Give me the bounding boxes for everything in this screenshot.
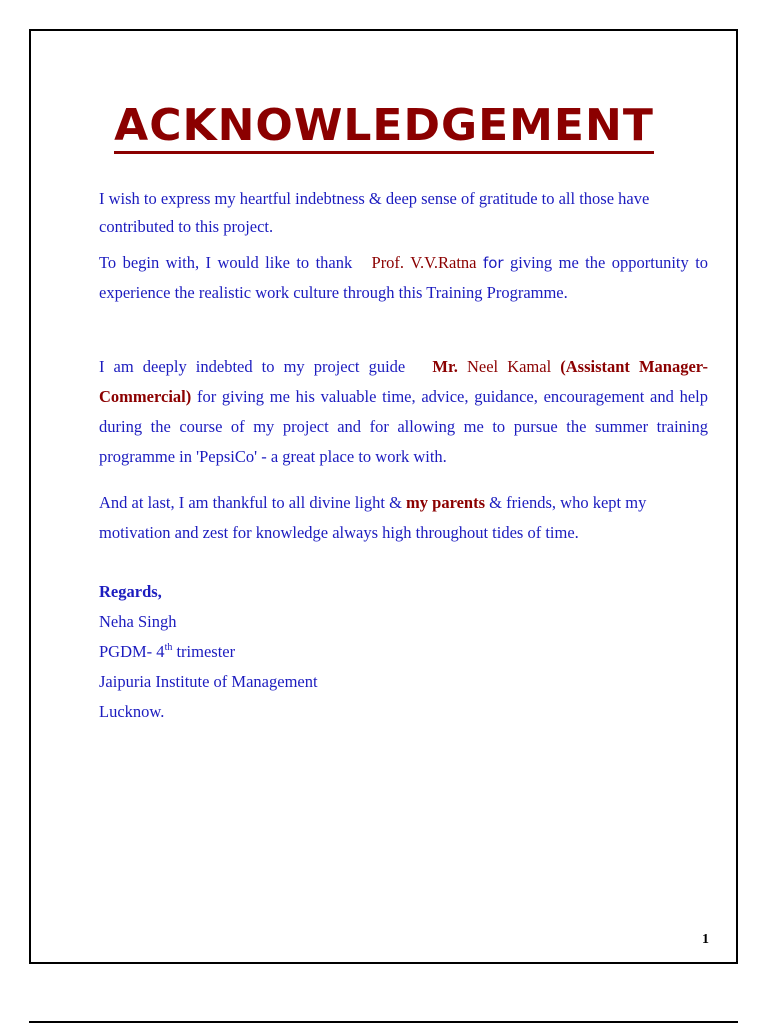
paragraph-project-guide <box>99 352 708 472</box>
bottom-rule <box>29 1021 738 1023</box>
page-number: 1 <box>702 932 709 947</box>
program-suffix: trimester <box>176 642 236 661</box>
signature-program <box>99 637 235 667</box>
prof-name: V.V.Ratna <box>410 253 477 272</box>
gratitude-text: I wish to express my heartful indebtness & deep sense of gratitude to all those have contributed to this project. <box>99 189 650 236</box>
program-superscript: th <box>164 642 173 653</box>
guide-role: (Assistant Manager-Commercial) <box>99 357 708 406</box>
signature-city: Lucknow. <box>99 702 165 721</box>
guide-lead: I am deeply indebted to my project guide <box>99 357 406 376</box>
title-text: ACKNOWLEDGEMENT <box>114 100 654 154</box>
signature-name: Neha Singh <box>99 612 177 631</box>
paragraph-thanks-prof <box>99 248 708 308</box>
divine-rest: & friends, who kept my motivation and zest for knowledge always high throughout tides of time. <box>99 493 647 542</box>
signature-regards: Regards, <box>99 582 162 601</box>
guide-rest: for giving me his valuable time, advice, guidance, encouragement and help during the course of my project and for allowing me to pursue the summer training programme in 'PepsiCo' - a great place to work with. <box>99 387 708 466</box>
guide-title: Mr. <box>432 357 458 376</box>
prof-title: Prof. <box>371 253 405 272</box>
thanks-lead: To begin with, I would like to thank <box>99 253 353 272</box>
guide-name: Neel Kamal <box>466 357 552 376</box>
my-parents-highlight: my parents <box>406 493 486 512</box>
page-title <box>0 100 768 151</box>
signature-institute: Jaipuria Institute of Management <box>99 672 318 691</box>
paragraph-gratitude <box>99 185 708 241</box>
paragraph-divine-light <box>99 488 708 548</box>
program-prefix: PGDM- 4 <box>99 642 165 661</box>
for-word: for <box>482 254 504 272</box>
divine-lead: And at last, I am thankful to all divine light & <box>99 493 402 512</box>
thanks-rest: giving me the opportunity to experience the realistic work culture through this Training Programme. <box>99 253 709 302</box>
